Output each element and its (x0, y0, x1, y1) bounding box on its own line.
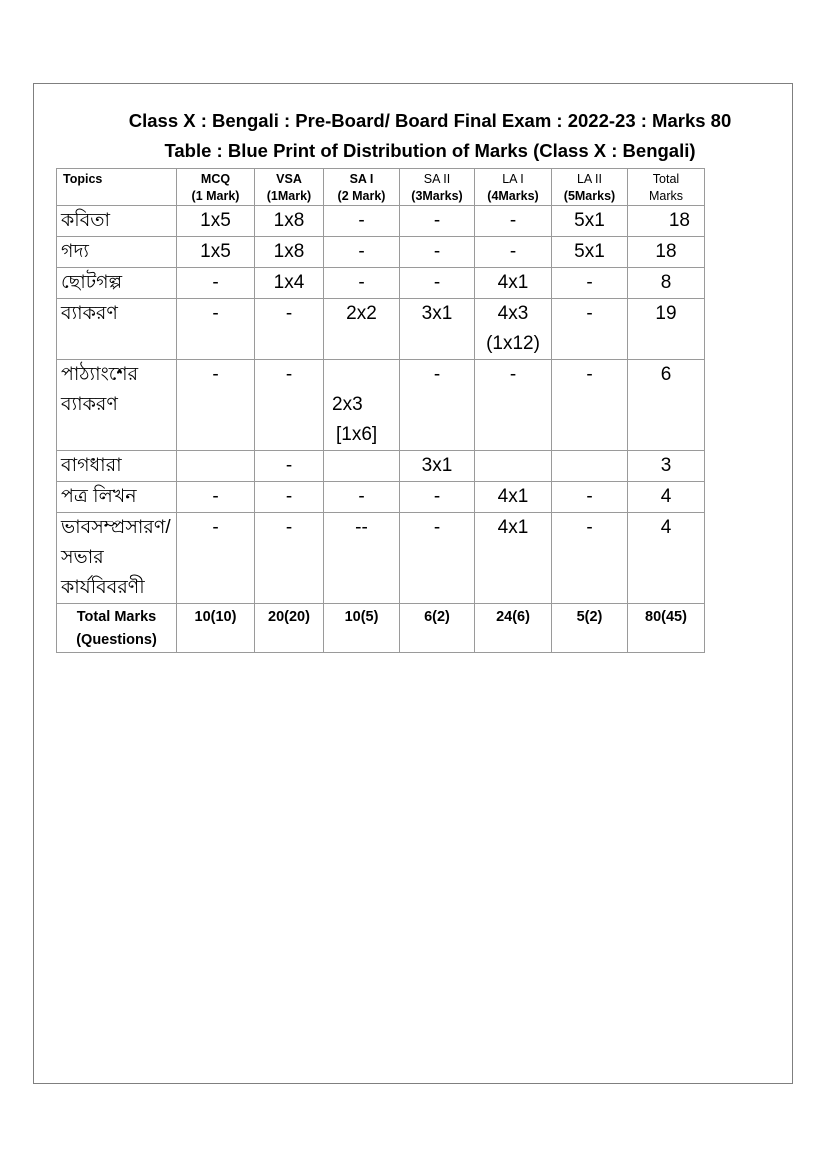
vsa-cell: - (255, 299, 324, 360)
sa2-cell: - (400, 237, 475, 268)
topic-cell: ছোটগল্প (57, 268, 177, 299)
column-header-total: Total Marks (628, 169, 705, 206)
la2-cell: - (552, 482, 628, 513)
sa1-total: 10(5) (324, 604, 400, 653)
total-cell: 18 (628, 237, 705, 268)
la2-cell: - (552, 299, 628, 360)
la1-total: 24(6) (475, 604, 552, 653)
vsa-cell: 1x8 (255, 206, 324, 237)
mcq-cell: - (177, 360, 255, 451)
la1-cell: - (475, 360, 552, 451)
topic-cell: ভাবসম্প্রসারণ/ সভার কার্যবিবরণী (57, 513, 177, 604)
vsa-cell: - (255, 451, 324, 482)
total-cell: 4 (628, 482, 705, 513)
la1-cell: 4x1 (475, 513, 552, 604)
la2-cell: 5x1 (552, 206, 628, 237)
column-header-mcq: MCQ (1 Mark) (177, 169, 255, 206)
sa1-cell: -- (324, 513, 400, 604)
total-cell: 3 (628, 451, 705, 482)
mcq-cell: - (177, 299, 255, 360)
table-row (57, 513, 705, 604)
totals-label: Total Marks (Questions) (57, 604, 177, 653)
total-cell: 4 (628, 513, 705, 604)
table-row (57, 206, 705, 237)
vsa-cell: - (255, 513, 324, 604)
la1-cell: 4x1 (475, 482, 552, 513)
column-header-la2: LA II (5Marks) (552, 169, 628, 206)
column-header-topics: Topics (57, 169, 177, 206)
vsa-total: 20(20) (255, 604, 324, 653)
sa1-cell: - (324, 482, 400, 513)
sa1-cell (324, 451, 400, 482)
la2-total: 5(2) (552, 604, 628, 653)
topic-cell: ব্যাকরণ (57, 299, 177, 360)
sa1-cell: - (324, 206, 400, 237)
blueprint-table (56, 168, 705, 653)
total-cell: 8 (628, 268, 705, 299)
table-row (57, 482, 705, 513)
vsa-cell: 1x8 (255, 237, 324, 268)
total-cell: 19 (628, 299, 705, 360)
la1-cell: - (475, 206, 552, 237)
la1-cell: - (475, 237, 552, 268)
table-caption: Table : Blue Print of Distribution of Marks (Class X : Bengali) (164, 140, 696, 161)
total-cell: 6 (628, 360, 705, 451)
vsa-cell: - (255, 482, 324, 513)
column-header-sa1: SA I (2 Mark) (324, 169, 400, 206)
mcq-total: 10(10) (177, 604, 255, 653)
topic-cell: পাঠ্যাংশের ব্যাকরণ (57, 360, 177, 451)
la2-cell: 5x1 (552, 237, 628, 268)
sa1-cell: 2x2 (324, 299, 400, 360)
sa1-cell: - (324, 237, 400, 268)
la2-cell: - (552, 268, 628, 299)
sa2-total: 6(2) (400, 604, 475, 653)
table-row (57, 237, 705, 268)
sa2-cell: - (400, 268, 475, 299)
document-title: Class X : Bengali : Pre-Board/ Board Final Exam : 2022-23 : Marks 80 (128, 110, 732, 131)
mcq-cell (177, 451, 255, 482)
topic-cell: বাগধারা (57, 451, 177, 482)
table-row (57, 268, 705, 299)
la2-cell (552, 451, 628, 482)
mcq-cell: - (177, 513, 255, 604)
column-header-la1: LA I (4Marks) (475, 169, 552, 206)
grand-total: 80(45) (628, 604, 705, 653)
sa1-cell: 2x3 [1x6] (324, 360, 400, 451)
vsa-cell: 1x4 (255, 268, 324, 299)
column-header-sa2: SA II (3Marks) (400, 169, 475, 206)
mcq-cell: 1x5 (177, 206, 255, 237)
sa1-cell: - (324, 268, 400, 299)
la1-cell: 4x1 (475, 268, 552, 299)
mcq-cell: - (177, 482, 255, 513)
sa2-cell: 3x1 (400, 451, 475, 482)
totals-row (57, 604, 705, 653)
topic-cell: কবিতা (57, 206, 177, 237)
topic-cell: গদ্য (57, 237, 177, 268)
sa2-cell: - (400, 206, 475, 237)
table-header-row (57, 169, 705, 206)
la1-cell (475, 451, 552, 482)
sa2-cell: - (400, 360, 475, 451)
total-cell: 18 (628, 206, 705, 237)
mcq-cell: - (177, 268, 255, 299)
la2-cell: - (552, 360, 628, 451)
la2-cell: - (552, 513, 628, 604)
table-row (57, 299, 705, 360)
table-row (57, 451, 705, 482)
mcq-cell: 1x5 (177, 237, 255, 268)
la1-cell: 4x3 (1x12) (475, 299, 552, 360)
sa2-cell: - (400, 513, 475, 604)
vsa-cell: - (255, 360, 324, 451)
sa2-cell: 3x1 (400, 299, 475, 360)
table-row (57, 360, 705, 451)
topic-cell: পত্র লিখন (57, 482, 177, 513)
column-header-vsa: VSA (1Mark) (255, 169, 324, 206)
sa2-cell: - (400, 482, 475, 513)
